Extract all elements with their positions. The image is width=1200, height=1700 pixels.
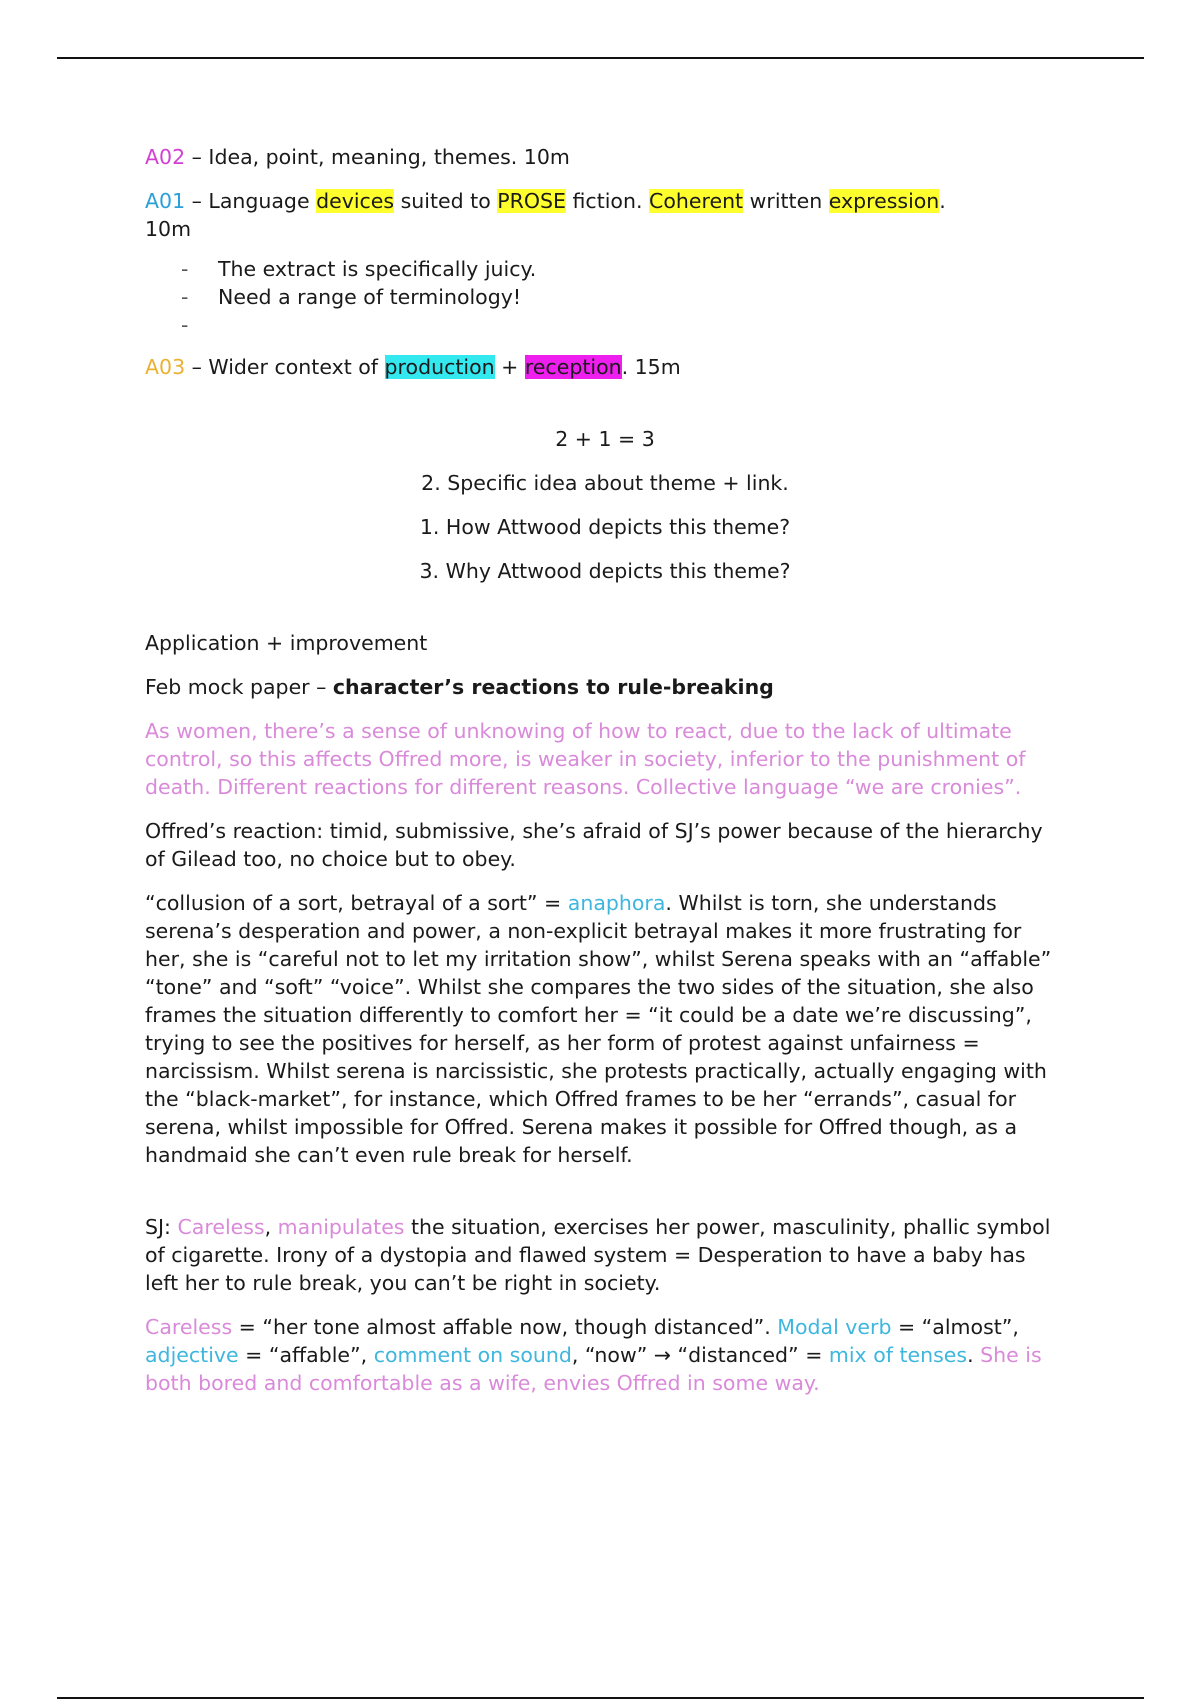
formula-list (145, 469, 1065, 585)
list-item (145, 311, 1065, 339)
spacer (145, 397, 1065, 425)
term-comment-on-sound: comment on sound (373, 1343, 572, 1367)
ao1-bullet-list (145, 255, 1065, 339)
careless-text: , “now” → “distanced” = (571, 1343, 829, 1367)
spacer (145, 601, 1065, 629)
term-careless: Careless (145, 1315, 233, 1339)
ao1-text: . (939, 189, 946, 213)
ao3-text: . 15m (621, 355, 681, 379)
application-heading: Application + improvement (145, 631, 428, 655)
feb-mock-topic: character’s reactions to rule-breaking (332, 675, 774, 699)
list-item: - The extract is specifically juicy. (145, 255, 1065, 283)
ao2-text: – Idea, point, meaning, themes. 10m (185, 145, 570, 169)
highlight-coherent: Coherent (649, 189, 744, 213)
ao1-label: A01 (145, 189, 186, 213)
footer-rule (57, 1697, 1144, 1699)
careless-conclusion: She is both bored and comfortable as a wife, envies Offred in some way. (145, 1343, 1042, 1395)
list-item: - Need a range of terminology! (145, 283, 1065, 311)
term-adjective: adjective (145, 1343, 239, 1367)
collusion-text: “collusion of a sort, betrayal of a sort” = (145, 891, 568, 915)
term-modal-verb: Modal verb (777, 1315, 892, 1339)
ao2-label: A02 (145, 145, 186, 169)
ao1-text: written (743, 189, 829, 213)
sj-text: SJ: (145, 1215, 178, 1239)
ao3-text: – Wider context of (185, 355, 385, 379)
highlight-expression: expression (828, 189, 940, 213)
term-mix-of-tenses: mix of tenses (828, 1343, 968, 1367)
term-careless: Careless (177, 1215, 265, 1239)
collusion-text: . Whilst is torn, she understands serena’s desperation and power, a non-explicit betrayal makes it more frustrating for her, she is “careful not to let my irritation show”, whilst Serena speaks with an “affable” “tone” and “soft” “voice”. Whilst she compares the two sides of the situation, she also frames the situation differently to comfort her = “it could be a date we’re discussing”, trying to see the positives for herself, as her form of protest against unfairness = narcissism. Whilst serena is narcissistic, she protests practically, actually engaging with the “black-market”, for instance, which Offred frames to be her “errands”, casual for serena, whilst impossible for Offred. Serena makes it possible for Offred though, as a handmaid she can’t even rule break for herself. (145, 891, 1052, 1167)
term-anaphora: anaphora (567, 891, 666, 915)
paragraph-collusion (145, 889, 1065, 1169)
paragraph-careless (145, 1313, 1065, 1397)
careless-text: = “her tone almost affable now, though distanced”. (232, 1315, 778, 1339)
ao3-text: + (494, 355, 525, 379)
highlight-devices: devices (316, 189, 395, 213)
ao1-marks: 10m (145, 217, 192, 241)
ao3-label: A03 (145, 355, 186, 379)
highlight-prose: PROSE (497, 189, 566, 213)
paragraph-women: As women, there’s a sense of unknowing of how to react, due to the lack of ultimate control, so this affects Offred more, is weaker in society, inferior to the punishment of death. Different reactions for different reasons. Collective language “we are cronies”. (145, 719, 1026, 799)
careless-text: . (967, 1343, 981, 1367)
paragraph-sj (145, 1213, 1065, 1297)
header-rule (57, 57, 1144, 59)
careless-text: = “affable”, (238, 1343, 374, 1367)
formula-item: 1. How Attwood depicts this theme? (419, 515, 791, 539)
spacer (145, 1185, 1065, 1213)
ao2-line (145, 143, 1065, 171)
ao1-text: fiction. (566, 189, 650, 213)
highlight-production: production (384, 355, 495, 379)
formula-title: 2 + 1 = 3 (555, 427, 655, 451)
feb-mock-prefix: Feb mock paper – (145, 675, 333, 699)
highlight-reception: reception (524, 355, 622, 379)
sj-text: , (264, 1215, 278, 1239)
paragraph-offred: Offred’s reaction: timid, submissive, she’s afraid of SJ’s power because of the hierarchy of Gilead too, no choice but to obey. (145, 819, 1043, 871)
ao3-line (145, 353, 1065, 381)
ao1-text: – Language (185, 189, 317, 213)
document-body (145, 143, 1065, 1413)
feb-mock-line (145, 673, 1065, 701)
careless-text: = “almost”, (891, 1315, 1019, 1339)
formula-item: 2. Specific idea about theme + link. (421, 471, 789, 495)
ao1-line (145, 187, 1065, 243)
term-manipulates: manipulates (277, 1215, 405, 1239)
formula-item: 3. Why Attwood depicts this theme? (419, 559, 791, 583)
sj-text: the situation, exercises her power, masculinity, phallic symbol of cigarette. Irony of a dystopia and flawed system = Desperation to have a baby has left her to rule break, you can’t be right in society. (145, 1215, 1051, 1295)
ao1-text: suited to (394, 189, 498, 213)
